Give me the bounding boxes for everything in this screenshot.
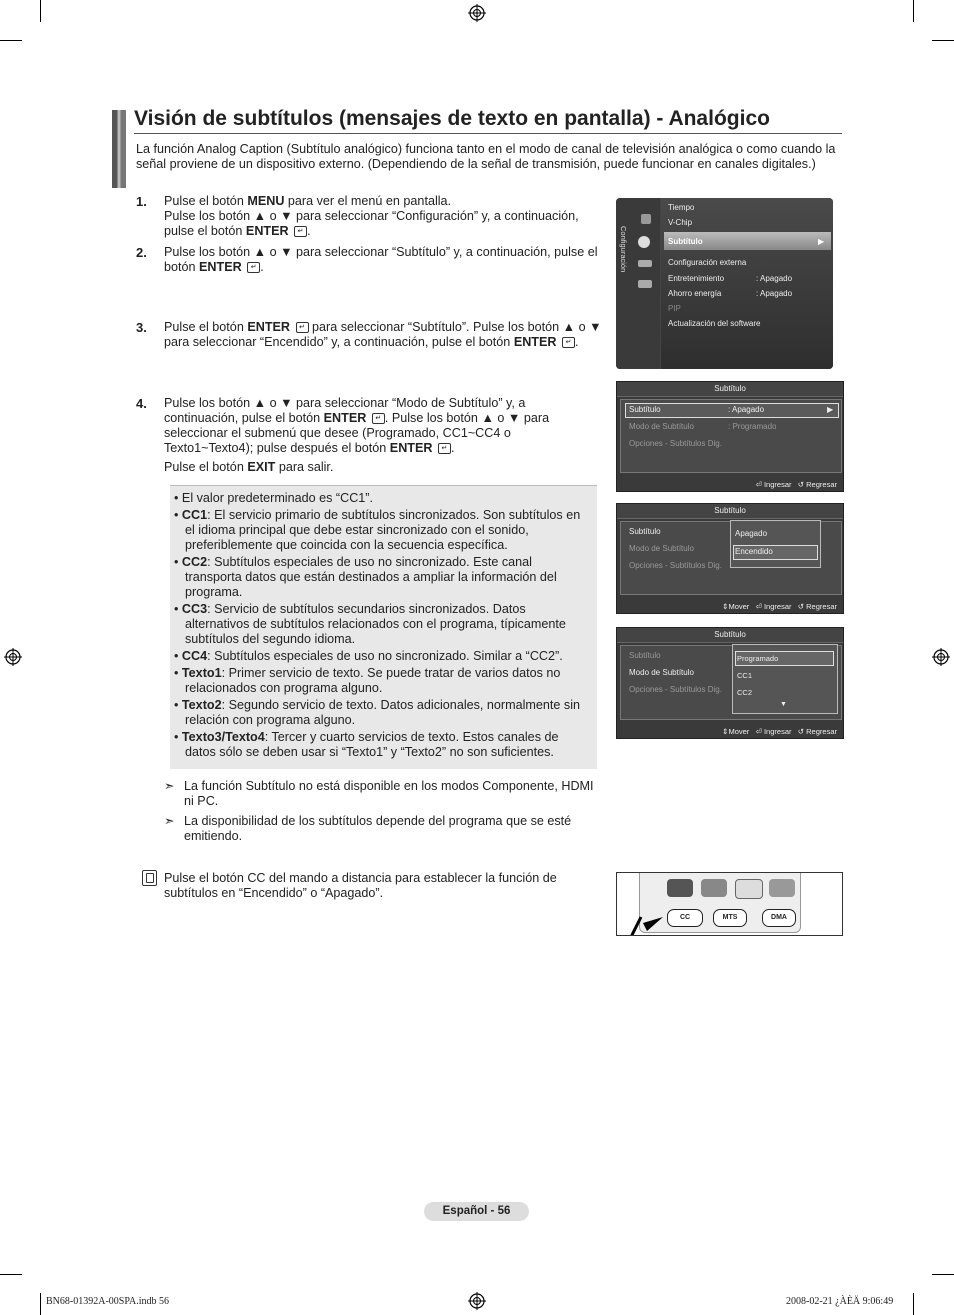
registration-mark-icon bbox=[468, 1292, 486, 1310]
registration-mark-icon bbox=[932, 648, 950, 666]
option-apagado[interactable]: Apagado bbox=[735, 529, 768, 538]
crop-mark bbox=[932, 40, 954, 41]
row-subtitulo[interactable]: Subtítulo bbox=[629, 651, 661, 660]
dropdown-popup bbox=[732, 644, 838, 714]
enter-icon: ↵ bbox=[247, 262, 260, 273]
enter-icon: ↵ bbox=[294, 226, 307, 237]
crop-mark bbox=[40, 0, 41, 22]
enter-icon: ↵ bbox=[372, 413, 385, 424]
row-opciones[interactable]: Opciones - Subtítulos Dig. bbox=[629, 439, 722, 448]
remote-note-icon bbox=[142, 870, 157, 886]
subtitle-dialog-1 bbox=[616, 381, 844, 492]
move-icon: ⇕ bbox=[722, 727, 729, 736]
menu-value: : Apagado bbox=[756, 274, 793, 283]
option-programado[interactable]: Programado bbox=[737, 654, 779, 663]
gear-icon bbox=[638, 236, 650, 248]
arrow-icon: ➣ bbox=[164, 814, 175, 828]
title-rule bbox=[134, 133, 842, 134]
menu-item[interactable]: Actualización del software bbox=[668, 319, 761, 328]
row-modo[interactable]: Modo de Subtítulo bbox=[629, 668, 694, 677]
menu-item-subtitulo[interactable]: Subtítulo bbox=[668, 237, 703, 246]
color-button-icon bbox=[701, 879, 727, 897]
arrow-right-icon: ▶ bbox=[818, 237, 825, 246]
menu-item-disabled: PIP bbox=[668, 304, 681, 313]
crop-mark bbox=[0, 40, 22, 41]
row-modo[interactable]: Modo de Subtítulo bbox=[629, 422, 694, 431]
pointer-arrow-icon bbox=[627, 909, 667, 936]
page-number-badge: Español - 56 bbox=[424, 1202, 529, 1221]
color-button-icon bbox=[735, 879, 763, 899]
dialog-footer: ⇕Mover ⏎ Ingresar ↺ Regresar bbox=[722, 602, 837, 611]
dialog-header: Subtítulo bbox=[617, 504, 843, 519]
step-number: 3. bbox=[136, 320, 147, 335]
channel-icon bbox=[638, 280, 652, 288]
step-number: 4. bbox=[136, 396, 147, 411]
note-item: • El valor predeterminado es “CC1”. bbox=[174, 491, 374, 505]
print-info-left: BN68-01392A-00SPA.indb 56 bbox=[46, 1296, 169, 1307]
enter-icon: ↵ bbox=[438, 443, 451, 454]
note-item: • CC2: Subtítulos especiales de uso no sincronizado. Este canal transporta datos que están destinados a ampliar la información del programa. bbox=[174, 555, 557, 599]
subtitle-dialog-2 bbox=[616, 503, 844, 614]
dialog-header: Subtítulo bbox=[617, 382, 843, 397]
dropdown-popup bbox=[730, 520, 821, 568]
menu-value: : Apagado bbox=[756, 289, 793, 298]
title-accent-bar bbox=[112, 110, 126, 188]
note-item: • CC3: Servicio de subtítulos secundarios sincronizados. Datos alternativos de subtítulos relacionados con el programa, típicamente subtítulos del segundo idioma. bbox=[174, 602, 566, 646]
enter-icon: ⏎ bbox=[755, 480, 762, 489]
menu-item[interactable]: V-Chip bbox=[668, 218, 693, 227]
menu-item[interactable]: Entretenimiento bbox=[668, 274, 725, 283]
arrow-right-icon: ▶ bbox=[827, 405, 834, 414]
dialog-body bbox=[620, 399, 842, 473]
return-icon: ↺ bbox=[797, 480, 805, 489]
registration-mark-icon bbox=[468, 4, 486, 22]
row-modo[interactable]: Modo de Subtítulo bbox=[629, 544, 694, 553]
move-icon: ⇕ bbox=[722, 602, 729, 611]
note-item: • Texto1: Primer servicio de texto. Se puede tratar de varios datos no relacionados con programa alguno. bbox=[174, 666, 561, 695]
note-box bbox=[170, 485, 597, 769]
sidebar-label: Configuración bbox=[619, 226, 628, 273]
crop-mark bbox=[932, 1274, 954, 1275]
menu-item[interactable]: Ahorro energía bbox=[668, 289, 722, 298]
note-item: • Texto3/Texto4: Tercer y cuarto servicios de texto. Estos canales de datos sólo se deben usar si “Texto1” y “Texto2” no son suficientes. bbox=[174, 730, 559, 759]
color-button-icon bbox=[667, 879, 693, 897]
remote-illustration bbox=[616, 872, 843, 936]
option-cc1[interactable]: CC1 bbox=[737, 671, 753, 680]
subtitle-dialog-3 bbox=[616, 627, 844, 739]
step-4-text: Pulse los botón ▲ o ▼ para seleccionar “Modo de Subtítulo” y, a continuación, pulse el botón ENTER ↵ . Pulse los botón ▲ o ▼ para seleccionar el submenú que desee (Programado, CC1~CC4 o Texto1~Texto4); pulse después el botón ENTER ↵ . Pulse el botón EXIT para salir. bbox=[164, 396, 550, 474]
input-icon bbox=[638, 260, 652, 267]
return-icon: ↺ bbox=[797, 602, 805, 611]
enter-icon: ⏎ bbox=[755, 727, 762, 736]
menu-item[interactable]: Tiempo bbox=[668, 203, 695, 212]
arrow-note: ➣ La función Subtítulo no está disponible en los modos Componente, HDMI ni PC. bbox=[164, 779, 594, 808]
note-item: • CC1: El servicio primario de subtítulos sincronizados. Son subtítulos en el idioma principal que debe estar sincronizado con el sonido, preferiblemente que coincida con la secuencia específica. bbox=[174, 508, 581, 552]
enter-icon: ↵ bbox=[296, 322, 309, 333]
page-title: Visión de subtítulos (mensajes de texto en pantalla) - Analógico bbox=[134, 107, 770, 130]
return-icon: ↺ bbox=[797, 727, 805, 736]
arrow-icon: ➣ bbox=[164, 779, 175, 793]
enter-icon: ↵ bbox=[562, 337, 575, 348]
registration-mark-icon bbox=[4, 648, 22, 666]
crop-mark bbox=[913, 1293, 914, 1315]
row-value: : Apagado bbox=[728, 405, 765, 414]
step-1-text: Pulse el botón MENU para ver el menú en pantalla. Pulse los botón ▲ o ▼ para seleccionar “Configuración” y, a continuación, pulse el botón ENTER ↵ . bbox=[164, 194, 579, 238]
option-encendido[interactable]: Encendido bbox=[735, 547, 773, 556]
menu-sidebar bbox=[616, 198, 660, 369]
row-opciones[interactable]: Opciones - Subtítulos Dig. bbox=[629, 685, 722, 694]
settings-menu-screenshot bbox=[616, 198, 833, 369]
crop-mark bbox=[0, 1274, 22, 1275]
dma-button[interactable]: DMA bbox=[762, 909, 796, 927]
row-value: : Programado bbox=[728, 422, 777, 431]
note-item: • CC4: Subtítulos especiales de uso no sincronizado. Similar a “CC2”. bbox=[174, 649, 563, 663]
intro-paragraph: La función Analog Caption (Subtítulo analógico) funciona tanto en el modo de canal de televisión analógica o como cuando la señal proviene de un dispositivo externo. (Dependiendo de la señal de transmisión, puede funcionar en canales digitales.) bbox=[136, 142, 836, 171]
step-number: 2. bbox=[136, 245, 147, 260]
dialog-header: Subtítulo bbox=[617, 628, 843, 643]
cc-button[interactable]: CC bbox=[667, 909, 703, 927]
row-subtitulo[interactable]: Subtítulo bbox=[629, 527, 661, 536]
crop-mark bbox=[913, 0, 914, 22]
enter-icon: ⏎ bbox=[755, 602, 762, 611]
step-number: 1. bbox=[136, 194, 147, 209]
note-item: • Texto2: Segundo servicio de texto. Datos adicionales, normalmente sin relación con programa alguno. bbox=[174, 698, 581, 727]
color-button-icon bbox=[769, 879, 795, 897]
arrow-note: ➣ La disponibilidad de los subtítulos depende del programa que se esté emitiendo. bbox=[164, 814, 572, 843]
row-opciones[interactable]: Opciones - Subtítulos Dig. bbox=[629, 561, 722, 570]
row-subtitulo[interactable]: Subtítulo bbox=[629, 405, 661, 414]
chevron-down-icon[interactable]: ▼ bbox=[780, 701, 787, 708]
dialog-footer: ⇕Mover ⏎ Ingresar ↺ Regresar bbox=[722, 727, 837, 736]
step-3-text: Pulse el botón ENTER ↵ para seleccionar “Subtítulo”. Pulse los botón ▲ o ▼ para seleccionar “Encendido” y, a continuación, pulse el botón ENTER ↵ . bbox=[164, 320, 602, 349]
tip-text: Pulse el botón CC del mando a distancia para establecer la función de subtítulos en “Encendido” o “Apagado”. bbox=[164, 871, 557, 900]
dialog-footer: ⏎ Ingresar ↺ Regresar bbox=[755, 480, 837, 489]
picture-icon bbox=[641, 214, 651, 224]
option-cc2[interactable]: CC2 bbox=[737, 688, 753, 697]
menu-item[interactable]: Configuración externa bbox=[668, 258, 747, 267]
mts-button[interactable]: MTS bbox=[713, 909, 747, 927]
step-2-text: Pulse los botón ▲ o ▼ para seleccionar “Subtítulo” y, a continuación, pulse el botón ENTER ↵ . bbox=[164, 245, 598, 274]
print-info-right: 2008-02-21 ¿ÀÈÄ 9:06:49 bbox=[786, 1296, 894, 1307]
crop-mark bbox=[40, 1293, 41, 1315]
